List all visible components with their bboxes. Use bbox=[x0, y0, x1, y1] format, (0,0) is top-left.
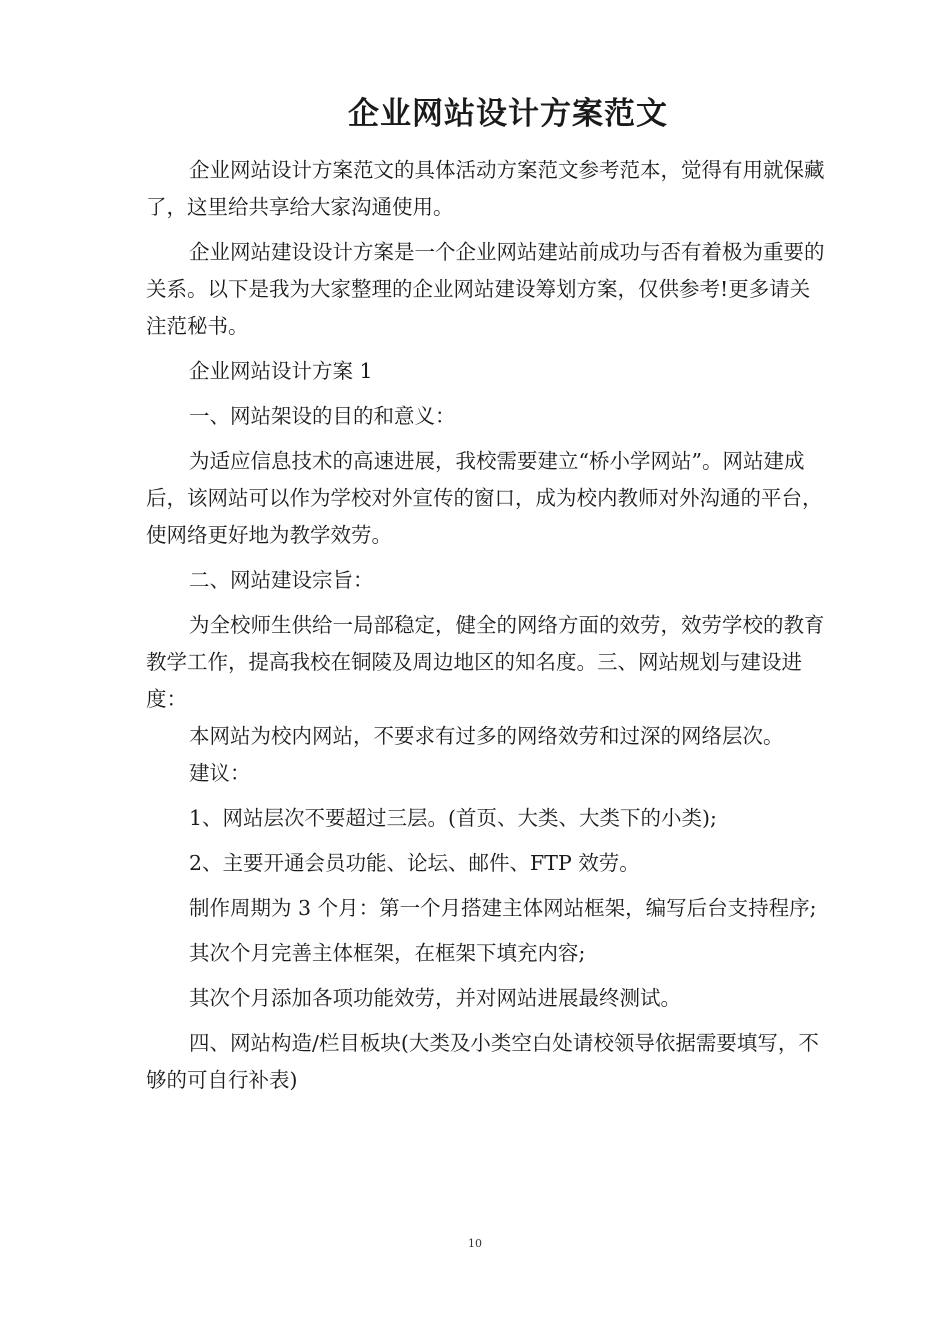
section-heading-purpose: 一、网站架设的目的和意义： bbox=[189, 404, 456, 428]
document-title: 企业网站设计方案范文 bbox=[348, 96, 668, 132]
paragraph-importance: 企业网站建设设计方案是一个企业网站建站前成功与否有着极为重要的关系。以下是我为大家整理的企业网站建设筹划方案，仅供参考!更多请关注范秘书。 bbox=[146, 240, 825, 338]
paragraph-suggestion: 建议： bbox=[189, 761, 251, 785]
paragraph-purpose: 为适应信息技术的高速进展，我校需要建立“桥小学网站”。网站建成后，该网站可以作为学校对外宣传的窗口，成为校内教师对外沟通的平台，使网络更好地为教学效劳。 bbox=[146, 449, 823, 547]
paragraph-intro: 企业网站设计方案范文的具体活动方案范文参考范本，觉得有用就保藏了，这里给共享给大家沟通使用。 bbox=[146, 158, 825, 219]
paragraph-tenet: 为全校师生供给一局部稳定，健全的网络方面的效劳，效劳学校的教育教学工作，提高我校在铜陵及周边地区的知名度。三、网站规划与建设进度： bbox=[146, 613, 825, 711]
section-heading-tenet: 二、网站建设宗旨： bbox=[189, 568, 374, 592]
paragraph-schedule: 制作周期为 3 个月：第一个月搭建主体网站框架，编写后台支持程序; bbox=[189, 896, 817, 920]
paragraph-scope: 本网站为校内网站，不要求有过多的网络效劳和过深的网络层次。 bbox=[189, 724, 784, 748]
paragraph-second-month: 其次个月完善主体框架，在框架下填充内容; bbox=[189, 941, 586, 965]
page-number: 10 bbox=[468, 1237, 482, 1250]
list-item-levels: 1、网站层次不要超过三层。(首页、大类、大类下的小类); bbox=[189, 806, 717, 830]
section-heading-structure: 四、网站构造/栏目板块(大类及小类空白处请校领导依据需要填写，不够的可自行补表) bbox=[146, 1031, 819, 1092]
document-body bbox=[146, 152, 826, 1107]
paragraph-plan-heading: 企业网站设计方案 1 bbox=[189, 359, 373, 383]
paragraph-third-month: 其次个月添加各项功能效劳，并对网站进展最终测试。 bbox=[189, 986, 681, 1010]
list-item-features: 2、主要开通会员功能、论坛、邮件、FTP 效劳。 bbox=[189, 851, 640, 875]
